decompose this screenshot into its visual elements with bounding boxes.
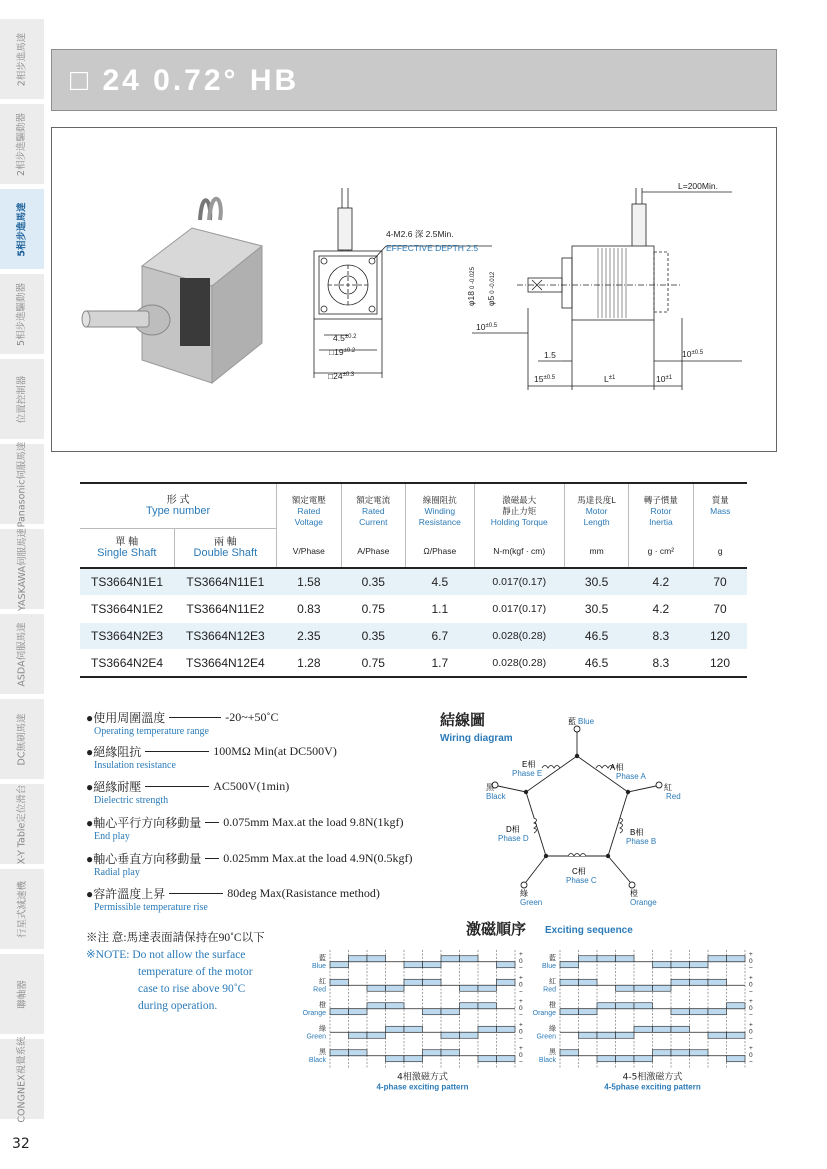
svg-text:+: + bbox=[749, 1021, 753, 1029]
cell: 30.5 bbox=[564, 596, 628, 623]
wire-black-label: 黑 bbox=[486, 783, 494, 792]
cell: 0.35 bbox=[341, 623, 405, 650]
cell: 1.1 bbox=[406, 596, 475, 623]
svg-text:Blue: Blue bbox=[541, 962, 556, 970]
svg-text:+: + bbox=[519, 1044, 523, 1052]
spec-label: ●容許溫度上昇 bbox=[86, 887, 166, 901]
wire-green-label: 綠 bbox=[520, 889, 528, 898]
single-shaft-header: 單 軸 Single Shaft bbox=[97, 537, 157, 559]
sidebar-tab-2phase-motor[interactable] bbox=[0, 19, 44, 100]
phase-d-en: Phase D bbox=[498, 834, 529, 843]
cell: 70 bbox=[693, 568, 747, 596]
spec-label: ●使用周圍溫度 bbox=[86, 711, 166, 725]
svg-text:黑: 黑 bbox=[549, 1048, 556, 1056]
svg-text:紅: 紅 bbox=[549, 978, 556, 986]
cell: 8.3 bbox=[629, 623, 693, 650]
dim-15: $15^{\pm 0.5}$ bbox=[534, 374, 556, 384]
cell: 0.75 bbox=[341, 596, 405, 623]
sidebar-tab-label: CONGNEX視覺系統 bbox=[16, 1035, 28, 1123]
col-length: 馬達長度L Motor Length mm bbox=[564, 483, 628, 568]
sidebar-tab-label: 5相步進驅動器 bbox=[16, 282, 28, 346]
wire-green-en: Green bbox=[520, 898, 543, 907]
cell: TS3664N1E2 bbox=[80, 596, 174, 623]
sidebar-tab-xy-table[interactable] bbox=[0, 784, 44, 865]
svg-text:+: + bbox=[519, 950, 523, 958]
svg-text:+: + bbox=[749, 997, 753, 1005]
svg-text:−: − bbox=[749, 964, 753, 972]
svg-text:紅: 紅 bbox=[319, 978, 326, 986]
exciting-subtitle: Exciting sequence bbox=[545, 925, 633, 936]
note-en-2: temperature of the motor bbox=[138, 966, 253, 978]
cell: TS3664N12E3 bbox=[174, 623, 277, 650]
svg-text:−: − bbox=[519, 964, 523, 972]
svg-text:0: 0 bbox=[749, 1004, 753, 1012]
svg-text:4-phase exciting pattern: 4-phase exciting pattern bbox=[376, 1082, 469, 1092]
phase-c-label: C相 bbox=[572, 867, 586, 876]
cell: TS3664N2E3 bbox=[80, 623, 174, 650]
cell: 46.5 bbox=[564, 650, 628, 678]
spec-label: ●軸心平行方向移動量 bbox=[86, 816, 202, 830]
dim-4-5: $4.5^{\pm 0.2}$ bbox=[333, 333, 357, 343]
cell: 1.28 bbox=[277, 650, 341, 678]
note-en-4: during operation. bbox=[138, 1000, 218, 1012]
cell: 8.3 bbox=[629, 650, 693, 678]
svg-text:−: − bbox=[749, 988, 753, 996]
phase-c-en: Phase C bbox=[566, 876, 597, 885]
cell: 4.5 bbox=[406, 568, 475, 596]
dim-10a: $10^{\pm 0.5}$ bbox=[476, 322, 498, 332]
cell: 120 bbox=[693, 623, 747, 650]
table-row bbox=[80, 596, 747, 623]
spec-value: 100MΩ Min(at DC500V) bbox=[213, 744, 337, 758]
phase-a-en: Phase A bbox=[616, 772, 646, 781]
spec-label-en: Insulation resistance bbox=[94, 760, 176, 771]
cell: 0.028(0.28) bbox=[474, 650, 564, 678]
cell: 70 bbox=[693, 596, 747, 623]
svg-text:Black: Black bbox=[308, 1056, 326, 1064]
svg-text:0: 0 bbox=[749, 1051, 753, 1059]
wire-orange-label: 橙 bbox=[630, 889, 638, 898]
svg-text:Black: Black bbox=[538, 1056, 556, 1064]
wire-red-label: 紅 bbox=[664, 783, 672, 792]
spec-label-en: End play bbox=[94, 831, 130, 842]
dim-10c: $10^{\pm 1}$ bbox=[656, 374, 673, 384]
svg-text:−: − bbox=[519, 1035, 523, 1043]
svg-text:Green: Green bbox=[306, 1033, 326, 1041]
sidebar-tab-panasonic[interactable] bbox=[0, 441, 44, 527]
spec-radial-play bbox=[86, 850, 413, 878]
dimension-drawing bbox=[52, 128, 776, 451]
phase-e-label: E相 bbox=[522, 760, 536, 769]
svg-text:Orange: Orange bbox=[532, 1009, 556, 1017]
sidebar-tab-position-controller[interactable] bbox=[0, 359, 44, 440]
motor-photo bbox=[82, 199, 262, 383]
spec-temp-rise bbox=[86, 885, 380, 913]
sidebar-tab-label: 位置控制器 bbox=[16, 375, 28, 423]
cell: TS3664N11E2 bbox=[174, 596, 277, 623]
dim-1-5: 1.5 bbox=[544, 350, 556, 360]
spec-label-en: Permissible temperature rise bbox=[94, 902, 208, 913]
spec-label-en: Radial play bbox=[94, 867, 140, 878]
sidebar-tab-coupling[interactable] bbox=[0, 954, 44, 1035]
sidebar-tab-label: 5相步進馬達 bbox=[16, 201, 28, 257]
spec-label: ●絕緣耐壓 bbox=[86, 780, 142, 794]
svg-text:+: + bbox=[749, 950, 753, 958]
svg-text:0: 0 bbox=[749, 981, 753, 989]
cell: TS3664N11E1 bbox=[174, 568, 277, 596]
phase-d-label: D相 bbox=[506, 825, 520, 834]
note-zh: ※注 意:馬達表面請保持在90˚C以下 bbox=[86, 932, 265, 944]
spec-label: ●絕緣阻抗 bbox=[86, 745, 142, 759]
cell: 46.5 bbox=[564, 623, 628, 650]
sidebar-tab-label: 2相步進驅動器 bbox=[16, 112, 28, 176]
svg-text:+: + bbox=[519, 974, 523, 982]
cell: 1.58 bbox=[277, 568, 341, 596]
sidebar-tab-label: X-Y Table定位滑台 bbox=[16, 784, 28, 864]
svg-text:藍: 藍 bbox=[319, 954, 326, 962]
sidebar-tab-2phase-driver[interactable] bbox=[0, 104, 44, 185]
cell: 6.7 bbox=[406, 623, 475, 650]
svg-text:0: 0 bbox=[519, 1004, 523, 1012]
svg-text:0: 0 bbox=[749, 957, 753, 965]
double-shaft-header: 兩 軸 Double Shaft bbox=[174, 529, 277, 569]
phase-b-label: B相 bbox=[630, 828, 644, 837]
svg-text:+: + bbox=[749, 1044, 753, 1052]
phase-a-label: A相 bbox=[610, 763, 624, 772]
col-resistance: 線圈阻抗 Winding Resistance Ω/Phase bbox=[406, 483, 475, 568]
svg-text:0: 0 bbox=[749, 1028, 753, 1036]
cell: 30.5 bbox=[564, 568, 628, 596]
svg-text:黑: 黑 bbox=[319, 1048, 326, 1056]
sidebar-tab-label: 2相步進馬達 bbox=[16, 32, 28, 86]
spec-value: 80deg Max(Rasistance method) bbox=[227, 886, 380, 900]
spec-value: AC500V(1min) bbox=[213, 779, 290, 793]
table-row bbox=[80, 568, 747, 596]
sidebar-tab-yaskawa[interactable] bbox=[0, 529, 44, 610]
cell: 0.017(0.17) bbox=[474, 596, 564, 623]
exciting-chart-4phase bbox=[300, 940, 535, 1100]
spec-label-en: Dielectric strength bbox=[94, 795, 169, 806]
table-row bbox=[80, 623, 747, 650]
dimension-drawing-panel bbox=[51, 127, 777, 452]
cell: 0.35 bbox=[341, 568, 405, 596]
cell: 4.2 bbox=[629, 568, 693, 596]
col-current: 額定電流 Rated Current A/Phase bbox=[341, 483, 405, 568]
spec-insulation-resistance bbox=[86, 743, 337, 771]
dim-19: $□19^{\pm 0.2}$ bbox=[329, 347, 356, 357]
hole-note: 4-M2.6 深 2.5Min. bbox=[386, 229, 454, 239]
cell: TS3664N1E1 bbox=[80, 568, 174, 596]
note-en-3: case to rise above 90˚C bbox=[138, 983, 246, 995]
col-voltage: 額定電壓 Rated Voltage V/Phase bbox=[277, 483, 341, 568]
exciting-title: 激磁順序 bbox=[466, 920, 527, 938]
wiring-subtitle: Wiring diagram bbox=[440, 733, 513, 744]
page-number: 32 bbox=[12, 1136, 30, 1152]
dim-phi5: φ50 -0.012 bbox=[486, 271, 496, 306]
col-inertia: 轉子慣量 Rotor Inertia g · cm² bbox=[629, 483, 693, 568]
cell: 2.35 bbox=[277, 623, 341, 650]
wire-red-en: Red bbox=[666, 792, 681, 801]
cell: 120 bbox=[693, 650, 747, 678]
sidebar-tab-label: DC無刷馬達 bbox=[16, 713, 28, 765]
svg-text:−: − bbox=[519, 988, 523, 996]
wiring-title: 結線圖 bbox=[440, 711, 486, 729]
svg-text:Green: Green bbox=[536, 1033, 556, 1041]
note bbox=[86, 930, 265, 1015]
spec-label-en: Operating temperature range bbox=[94, 726, 209, 737]
spec-value: 0.075mm Max.at the load 9.8N(1kgf) bbox=[223, 815, 404, 829]
sidebar-tab-label: 聯軸器 bbox=[16, 979, 28, 1009]
cell: TS3664N12E4 bbox=[174, 650, 277, 678]
sidebar-tab-5phase-motor[interactable] bbox=[0, 189, 44, 270]
svg-text:0: 0 bbox=[519, 1051, 523, 1059]
spec-end-play bbox=[86, 814, 404, 842]
phase-b-en: Phase B bbox=[626, 837, 657, 846]
svg-text:0: 0 bbox=[519, 957, 523, 965]
svg-text:綠: 綠 bbox=[549, 1025, 556, 1033]
table-header-row bbox=[80, 483, 747, 529]
col-mass: 質量 Mass g bbox=[693, 483, 747, 568]
title-bar bbox=[51, 49, 777, 111]
svg-text:4-5phase exciting pattern: 4-5phase exciting pattern bbox=[604, 1082, 701, 1092]
svg-text:橙: 橙 bbox=[549, 1001, 556, 1009]
spec-operating-temp bbox=[86, 709, 279, 737]
wire-blue-label: 藍 Blue bbox=[568, 717, 595, 726]
exciting-chart-4-5phase bbox=[530, 940, 760, 1100]
svg-text:+: + bbox=[749, 974, 753, 982]
spec-value: 0.025mm Max.at the load 4.9N(0.5kgf) bbox=[223, 851, 413, 865]
spec-value: -20~+50˚C bbox=[225, 710, 279, 724]
svg-text:−: − bbox=[519, 1011, 523, 1019]
sidebar-tab-5phase-driver[interactable] bbox=[0, 274, 44, 355]
svg-text:Red: Red bbox=[313, 986, 326, 994]
cell: 0.028(0.28) bbox=[474, 623, 564, 650]
cell: 0.017(0.17) bbox=[474, 568, 564, 596]
svg-text:Orange: Orange bbox=[302, 1009, 326, 1017]
cell: 0.75 bbox=[341, 650, 405, 678]
svg-text:藍: 藍 bbox=[549, 954, 556, 962]
sidebar-tab-cognex[interactable] bbox=[0, 1035, 44, 1123]
svg-text:−: − bbox=[749, 1011, 753, 1019]
svg-text:4相激磁方式: 4相激磁方式 bbox=[397, 1072, 448, 1083]
sidebar-tab-label: YASKAWA伺服馬達 bbox=[16, 527, 28, 611]
svg-text:−: − bbox=[749, 1058, 753, 1066]
dim-phi18: φ180 -0.025 bbox=[466, 267, 476, 306]
svg-text:Red: Red bbox=[543, 986, 556, 994]
cell: 0.83 bbox=[277, 596, 341, 623]
svg-text:0: 0 bbox=[519, 981, 523, 989]
type-header: 形 式 Type number bbox=[80, 483, 277, 529]
spec-table bbox=[80, 482, 747, 678]
note-en-1: ※NOTE: Do not allow the surface bbox=[86, 949, 246, 961]
spec-dielectric-strength bbox=[86, 778, 289, 806]
svg-text:+: + bbox=[519, 1021, 523, 1029]
table-row bbox=[80, 650, 747, 678]
side-view bbox=[472, 188, 742, 390]
wire-black-en: Black bbox=[486, 792, 506, 801]
sidebar-tab-label: 行星式減速機 bbox=[16, 880, 28, 938]
sidebar-tab-dc-brushless[interactable] bbox=[0, 699, 44, 780]
svg-text:0: 0 bbox=[519, 1028, 523, 1036]
dim-L: $L^{\pm 1}$ bbox=[604, 374, 616, 384]
svg-text:4-5相激磁方式: 4-5相激磁方式 bbox=[622, 1072, 683, 1083]
hole-note-en: EFFECTIVE DEPTH 2.5 bbox=[386, 243, 479, 253]
wire-orange-en: Orange bbox=[630, 898, 657, 907]
col-torque: 激磁最大 靜止力矩 Holding Torque N-m(kgf · cm) bbox=[474, 483, 564, 568]
sidebar-tab-label: ASDA伺服馬達 bbox=[16, 621, 28, 687]
page-title: □ 24 0.72° HB bbox=[70, 64, 300, 97]
svg-text:綠: 綠 bbox=[319, 1025, 326, 1033]
cell: 1.7 bbox=[406, 650, 475, 678]
sidebar-tab-planetary[interactable] bbox=[0, 869, 44, 950]
lead-length: L=200Min. bbox=[678, 181, 718, 191]
sidebar-tab-asda[interactable] bbox=[0, 614, 44, 695]
wiring-diagram bbox=[470, 712, 700, 912]
spec-label: ●軸心垂直方向移動量 bbox=[86, 852, 202, 866]
cell: TS3664N2E4 bbox=[80, 650, 174, 678]
dim-10b: $10^{\pm 0.5}$ bbox=[682, 349, 704, 359]
svg-text:−: − bbox=[749, 1035, 753, 1043]
svg-text:+: + bbox=[519, 997, 523, 1005]
phase-e-en: Phase E bbox=[512, 769, 543, 778]
svg-text:−: − bbox=[519, 1058, 523, 1066]
dim-24: $□24^{\pm 0.3}$ bbox=[328, 371, 355, 381]
svg-text:Blue: Blue bbox=[311, 962, 326, 970]
sidebar-tab-label: Panasonic伺服馬達 bbox=[16, 441, 28, 527]
cell: 4.2 bbox=[629, 596, 693, 623]
svg-text:橙: 橙 bbox=[319, 1001, 326, 1009]
